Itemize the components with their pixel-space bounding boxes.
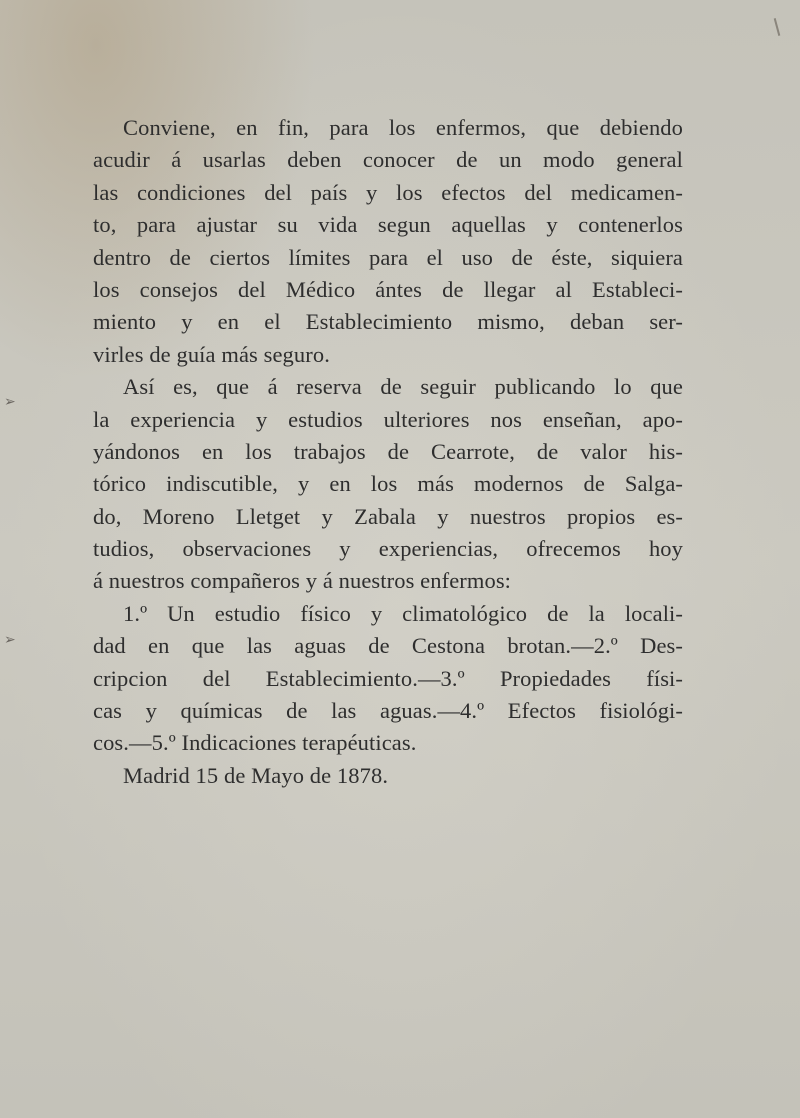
text-line: á nuestros compañeros y á nuestros enfermos: xyxy=(93,568,512,594)
text-line: cas y químicas de las aguas.—4.º Efectos fisiológi- xyxy=(93,698,683,724)
text-line: los consejos del Médico ántes de llegar al Estableci- xyxy=(93,276,683,302)
text-line: tórico indiscutible, y en los más modernos de Salga- xyxy=(93,471,683,497)
text-line: tudios, observaciones y experiencias, ofrecemos hoy xyxy=(93,536,683,562)
text-line: virles de guía más seguro. xyxy=(93,341,330,367)
corner-mark xyxy=(774,18,781,36)
text-line: Así es, que á reserva de seguir publicando lo que xyxy=(123,374,683,400)
text-line: cripcion del Establecimiento.—3.º Propiedades físi- xyxy=(93,665,683,691)
text-line: las condiciones del país y los efectos del medicamen- xyxy=(93,179,683,205)
margin-arrow-mark: ➢ xyxy=(4,394,16,410)
body-text xyxy=(93,112,683,792)
text-line: dentro de ciertos límites para el uso de éste, siquiera xyxy=(93,244,683,270)
signature-date-line: Madrid 15 de Mayo de 1878. xyxy=(123,762,389,788)
text-line: cos.—5.º Indicaciones terapéuticas. xyxy=(93,730,417,756)
text-line: Conviene, en fin, para los enfermos, que debiendo xyxy=(123,115,683,140)
text-line: to, para ajustar su vida segun aquellas y contenerlos xyxy=(93,212,683,238)
text-line: dad en que las aguas de Cestona brotan.—2.º Des- xyxy=(93,633,683,659)
text-line: acudir á usarlas deben conocer de un modo general xyxy=(93,147,683,173)
text-line: miento y en el Establecimiento mismo, deban ser- xyxy=(93,309,683,335)
text-line: do, Moreno Lletget y Zabala y nuestros propios es- xyxy=(93,503,683,529)
text-line: 1.º Un estudio físico y climatológico de la locali- xyxy=(123,600,683,626)
text-line: yándonos en los trabajos de Cearrote, de valor his- xyxy=(93,438,683,464)
text-line: la experiencia y estudios ulteriores nos enseñan, apo- xyxy=(93,406,683,432)
margin-arrow-mark: ➢ xyxy=(4,632,16,648)
